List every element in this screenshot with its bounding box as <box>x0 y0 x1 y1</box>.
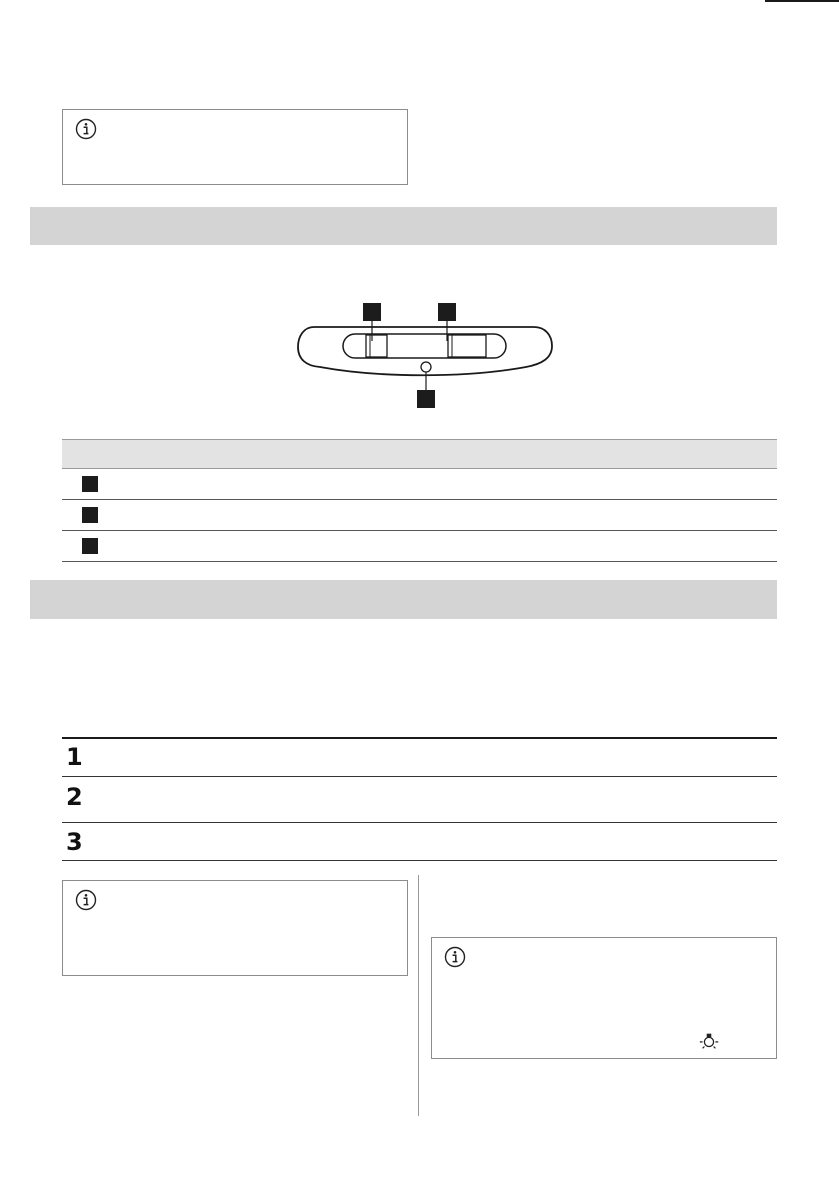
legend-marker-1 <box>82 476 98 492</box>
page-corner-rule <box>765 0 839 2</box>
step-row <box>62 823 777 861</box>
info-icon <box>444 946 466 968</box>
callout-marker-2 <box>438 303 456 321</box>
step-number: 2 <box>66 783 83 811</box>
legend-marker-3 <box>82 538 98 554</box>
legend-row <box>62 531 777 562</box>
legend-header-row <box>62 439 777 469</box>
column-divider <box>418 875 419 1116</box>
callout-marker-3 <box>417 390 435 408</box>
callout-marker-1 <box>363 303 381 321</box>
panel-lamp <box>421 362 431 372</box>
section-header-band <box>30 207 777 245</box>
legend-table <box>62 439 777 562</box>
step-row <box>62 739 777 777</box>
steps-table <box>62 737 777 861</box>
left-slider <box>366 335 387 357</box>
step-number: 3 <box>66 828 83 856</box>
legend-marker-2 <box>82 507 98 523</box>
step-number: 1 <box>66 743 83 771</box>
info-note-box <box>62 109 408 185</box>
info-icon <box>75 118 97 140</box>
right-slider <box>448 335 486 357</box>
info-note-box <box>62 880 408 976</box>
light-bulb-icon <box>698 1030 720 1052</box>
info-icon <box>75 889 97 911</box>
control-panel-diagram <box>290 296 558 408</box>
info-note-box <box>431 937 777 1059</box>
section-header-band <box>30 580 777 619</box>
legend-row <box>62 469 777 500</box>
step-row <box>62 777 777 823</box>
legend-row <box>62 500 777 531</box>
